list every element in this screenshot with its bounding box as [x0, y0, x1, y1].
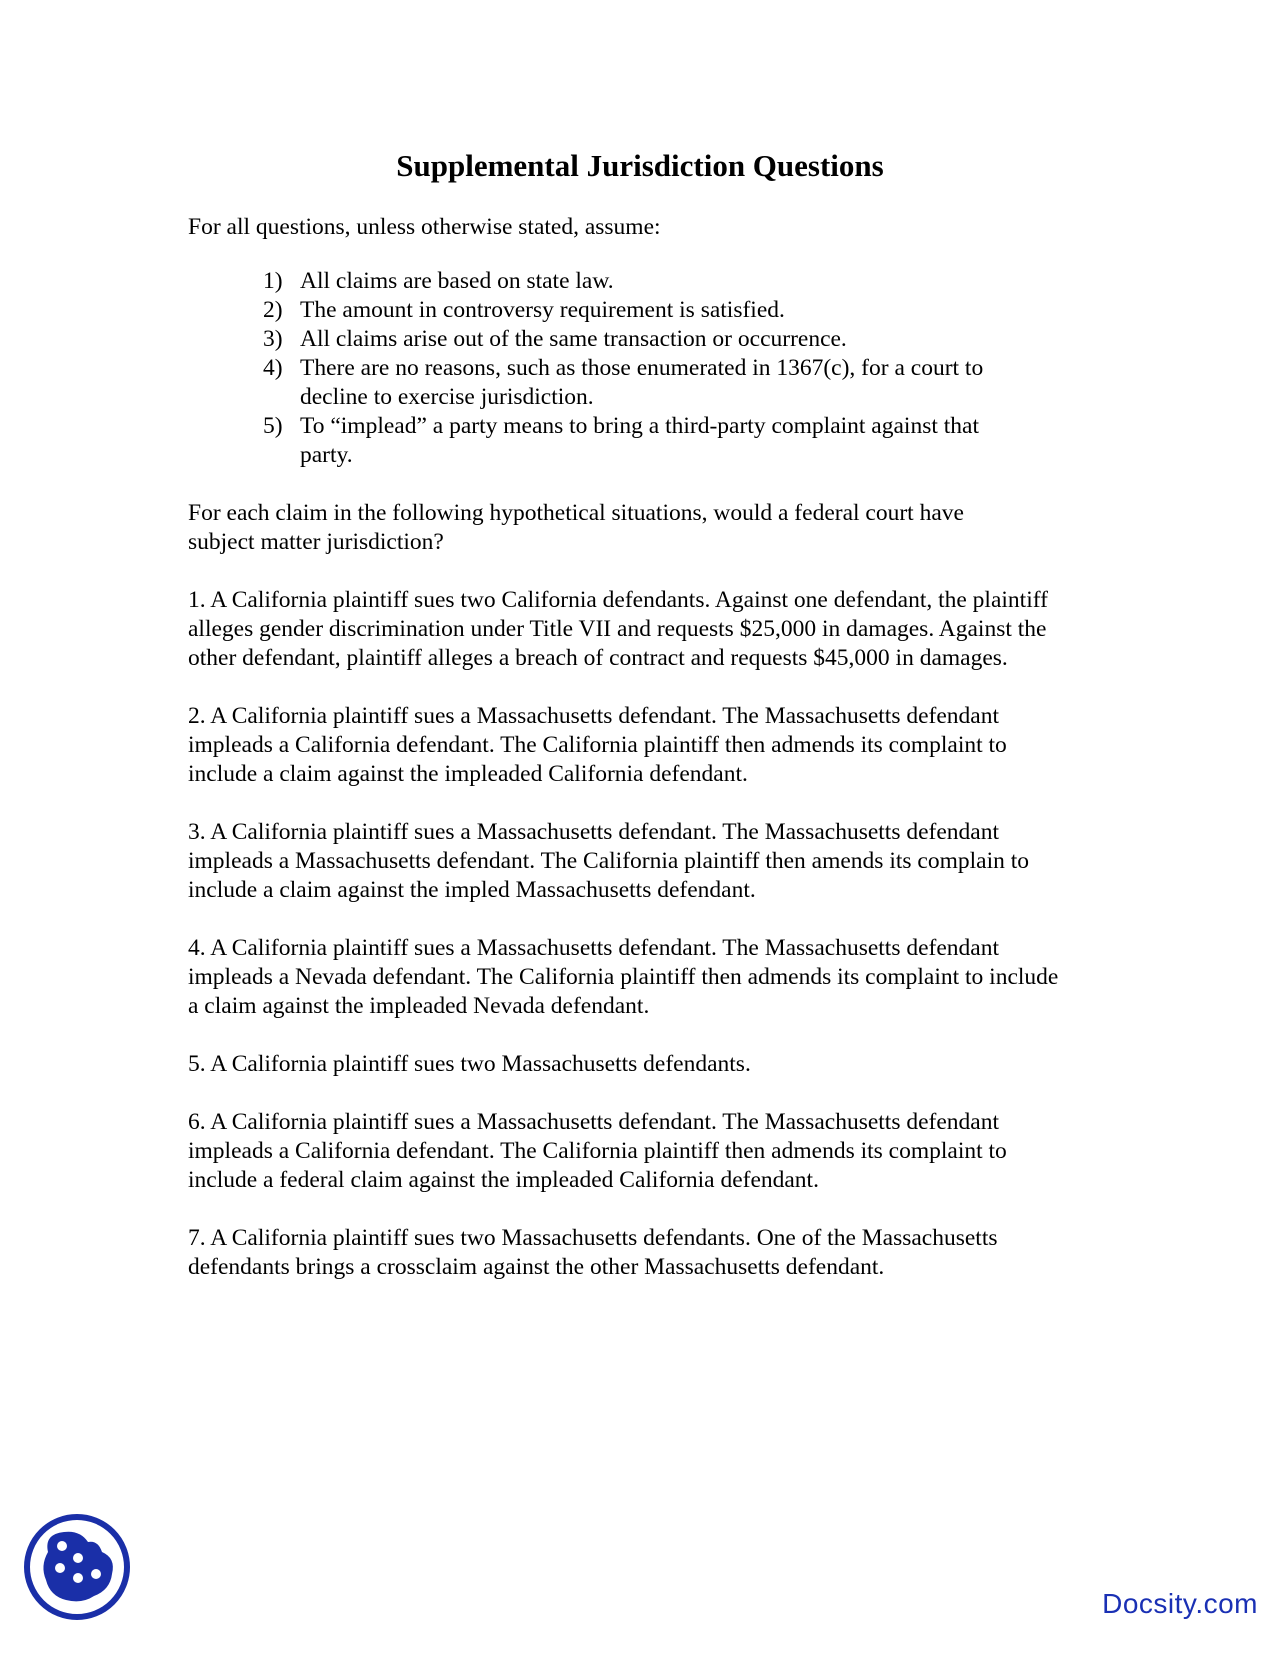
lead-question: For each claim in the following hypothetical situations, would a federal court have subject matter jurisdiction? [188, 500, 964, 555]
intro-text: For all questions, unless otherwise stated, assume: [188, 214, 661, 240]
list-item [263, 267, 1015, 296]
list-item-text: All claims arise out of the same transaction or occurrence. [300, 326, 847, 352]
list-item-text: There are no reasons, such as those enumerated in 1367(c), for a court to decline to exercise jurisdiction. [300, 355, 984, 410]
list-item-text: All claims are based on state law. [300, 268, 614, 294]
list-item-text: To “implead” a party means to bring a third-party complaint against that party. [300, 413, 979, 468]
list-item [263, 325, 1015, 354]
question-7: 7. A California plaintiff sues two Massachusetts defendants. One of the Massachusetts defendants brings a crossclaim against the other Massachusetts defendant. [188, 1225, 998, 1280]
list-item [263, 354, 1015, 412]
list-item-number: 2) [263, 297, 283, 323]
question-6: 6. A California plaintiff sues a Massachusetts defendant. The Massachusetts defendant impleads a California defendant. The California plaintiff then admends its complaint to include a federal claim against the impleaded California defendant. [188, 1109, 1007, 1193]
docsity-brand-link[interactable]: Docsity.com [1102, 1588, 1258, 1619]
question-5: 5. A California plaintiff sues two Massachusetts defendants. [188, 1051, 751, 1077]
page-title: Supplemental Jurisdiction Questions [396, 148, 884, 183]
docsity-logo-icon[interactable] [22, 1512, 132, 1622]
question-4: 4. A California plaintiff sues a Massachusetts defendant. The Massachusetts defendant impleads a Nevada defendant. The California plaintiff then admends its complaint to include a claim against the impleaded Nevada defendant. [188, 935, 1059, 1019]
assumptions-list [188, 267, 1108, 470]
list-item-number: 3) [263, 326, 283, 352]
question-2: 2. A California plaintiff sues a Massachusetts defendant. The Massachusetts defendant impleads a California defendant. The California plaintiff then admends its complaint to include a claim against the impleaded California defendant. [188, 703, 1007, 787]
list-item-number: 4) [263, 355, 283, 381]
question-3: 3. A California plaintiff sues a Massachusetts defendant. The Massachusetts defendant impleads a Massachusetts defendant. The California plaintiff then amends its complain to include a claim against the impled Massachusetts defendant. [188, 819, 1030, 903]
list-item-text: The amount in controversy requirement is satisfied. [300, 297, 785, 323]
document-body [188, 213, 1108, 1311]
list-item [263, 296, 1015, 325]
list-item [263, 412, 1015, 470]
question-1: 1. A California plaintiff sues two California defendants. Against one defendant, the plaintiff alleges gender discrimination under Title VII and requests $25,000 in damages. Against the other defendant, plaintiff alleges a breach of contract and requests $45,000 in damages. [188, 587, 1048, 671]
list-item-number: 5) [263, 413, 283, 439]
list-item-number: 1) [263, 268, 283, 294]
